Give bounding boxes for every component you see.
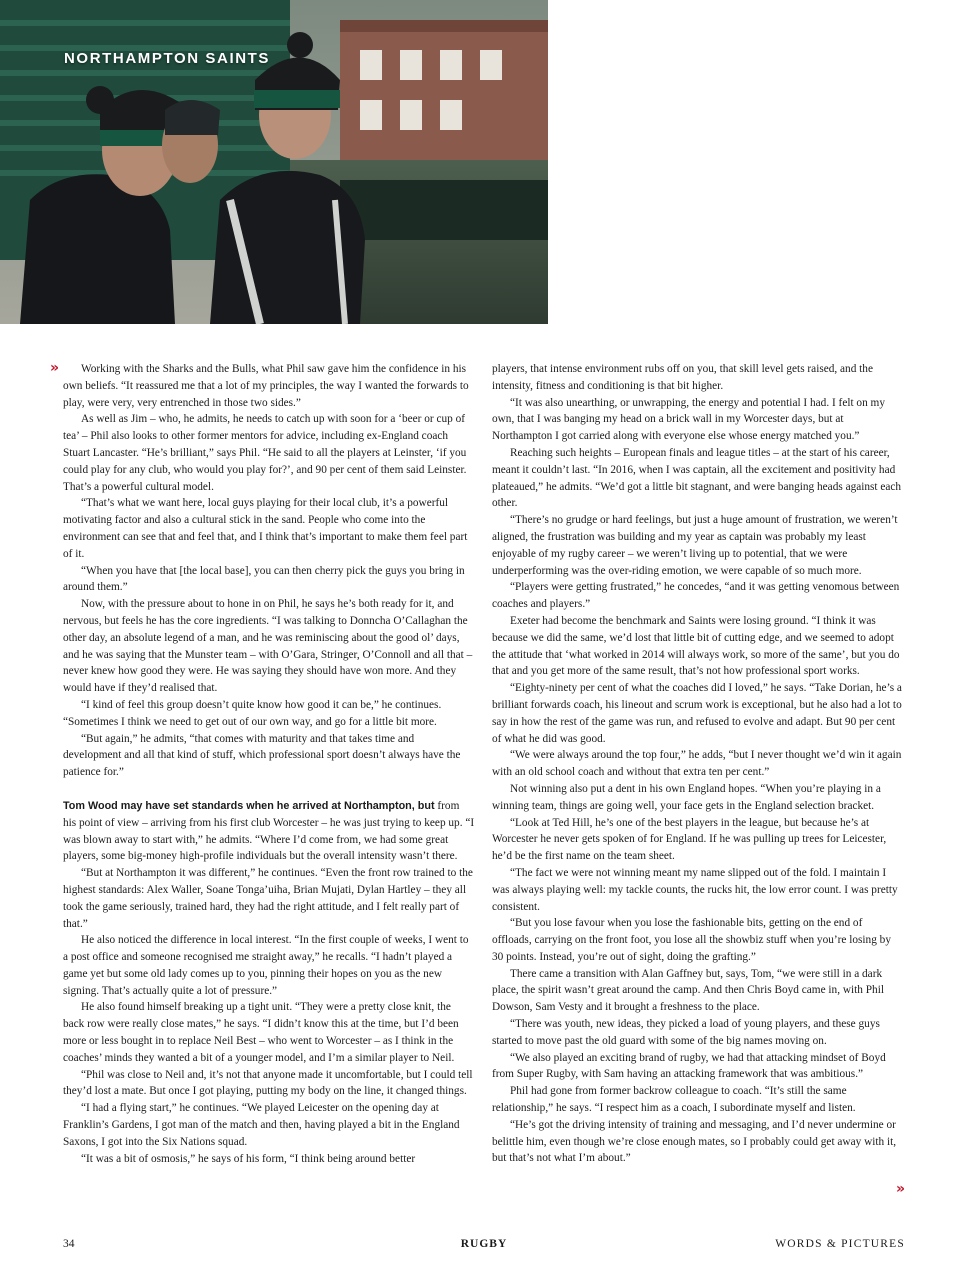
paragraph: “Look at Ted Hill, he’s one of the best players in the league, but because he’s at Worcester he never gets spoken of for England. If he was pulling up trees for Leicester, he’d be the first name on the team sheet. <box>492 816 887 863</box>
coaches-photo-illustration <box>0 0 548 324</box>
paragraph: “It was also unearthing, or unwrapping, the energy and potential I had. I felt on my own, that I was banging my head on a brick wall in my Worcester days, but at Northampton I got carried along with everyone else whose energy matched you.” <box>492 396 885 443</box>
paragraph: “We were always around the top four,” he adds, “but I never thought we’d win it again with an old school coach and without that extra ten per cent.” <box>492 749 902 779</box>
paragraph: “When you have that [the local base], you can then cherry pick the guys you bring in around them.” <box>63 564 465 594</box>
section-spacer <box>63 781 475 798</box>
paragraph: “That’s what we want here, local guys playing for their local club, it’s a powerful motivating factor and also a cultural stick in the sand. People who come into the environment can see that and feel that, and I think that’s important to make them feel part of it. <box>63 497 468 560</box>
article-right-column <box>492 361 904 1167</box>
section-opening <box>63 798 475 865</box>
paragraph: As well as Jim – who, he admits, he needs to catch up with soon for a ‘beer or cup of tea’ – Phil also looks to other former mentors for advice, including ex-England coach Stuart Lancaster. “He’s brilliant,” says Phil. “He said to all the players at Leinster, ‘if you could play for any club, who would you play for?’, and 90 per cent of them said Leinster. That’s a powerful cultural model. <box>63 413 467 493</box>
photo-caption: NORTHAMPTON SAINTS <box>64 50 271 67</box>
paragraph: He also found himself breaking up a tight unit. “They were a pretty close knit, the back row were really close mates,” he says. “I didn’t know this at the time, but I’d been more or less bought in to replace Neil Best – who went to Worcester – as I think in the coaches’ minds they wanted a bit of a younger model, and I’m a similar player to Neil. <box>63 1001 459 1064</box>
paragraph: “I kind of feel this group doesn’t quite know how good it can be,” he continues. “Sometimes I think we need to get out of our own way, and go for a little bit more. <box>63 698 442 728</box>
paragraph: “But you lose favour when you lose the fashionable bits, getting on the end of offloads, carrying on the front foot, you lose all the showbiz stuff when you’re losing by 30 points. Instead, you’re out of sight, doing the grafting.” <box>492 917 891 963</box>
paragraph: Now, with the pressure about to hone in on Phil, he says he’s both ready for it, and nervous, but feels he has the core ingredients. “I was talking to Donncha O’Callaghan the other day, an absolute legend of a man, and he was reminiscing about the good ol’ days, and he was saying that the Munster team – with O’Gara, Stringer, O’Connoll and all that – never knew how good they were. He was saying they should have won more. And they would have if they’d realised that. <box>63 598 473 695</box>
paragraph: He also noticed the difference in local interest. “In the first couple of weeks, I went to a post office and someone recognised me straight away,” he recalls. “I hadn’t played a game yet but some old lady comes up to you, pinning their hopes on you as the new signing. That’s actually quite a lot of pressure.” <box>63 934 469 997</box>
paragraph: “It was a bit of osmosis,” he says of his form, “I think being around better <box>81 1152 416 1165</box>
paragraph: “He’s got the driving intensity of training and messaging, and I’d never undermine or belittle him, even though we’re close enough mates, so I probably could get away with it, but that’s not what I’m about.” <box>492 1118 897 1165</box>
paragraph: “There was youth, new ideas, they picked a load of young players, and these guys started to move past the old guard with some of the big names moving on. <box>492 1018 880 1047</box>
hero-photo <box>0 0 548 324</box>
paragraph: Exeter had become the benchmark and Saints were losing ground. “I think it was because we did the same, we’d lost that little bit of cutting edge, and we seemed to adopt the attitude that ‘what worked in 2014 will always work, so more of the same’, but you do that and you get more of the same result, that’s not how professional sport works. <box>492 614 900 678</box>
paragraph: “I had a flying start,” he continues. “We played Leicester on the opening day at Franklin’s Gardens, I got man of the match and then, having played a bit in the England Saxons, I got into the Six Nations squad. <box>63 1102 460 1148</box>
paragraph: “Players were getting frustrated,” he concedes, “and it was getting venomous between coaches and players.” <box>492 581 900 611</box>
article-left-column <box>50 360 475 1167</box>
subhead: Tom Wood may have set standards when he arrived at Northampton, but <box>63 799 435 812</box>
paragraph: “But again,” he admits, “that comes with maturity and that takes time and development and all that kind of stuff, which professional sport doesn’t always have the patience for.” <box>63 732 461 779</box>
paragraph: players, that intense environment rubs off on you, that skill level gets raised, and the intensity, fitness and conditioning is that bit higher. <box>492 363 873 392</box>
paragraph: Phil had gone from former backrow colleague to coach. “It’s still the same relationship,” he says. “I respect him as a coach, I subordinate myself and listen. <box>492 1085 856 1115</box>
chevron-right-icon: » <box>50 360 60 376</box>
paragraph: “There’s no grudge or hard feelings, but just a huge amount of frustration, we weren’t aligned, the frustration was building and my year as captain was probably my least enjoyable of my rugby career – we weren’t living up to potential, that we were underperforming was the over-riding emotion, we were capable of so much more. <box>492 514 898 577</box>
paragraph: “But at Northampton it was different,” he continues. “Even the front row trained to the highest standards: Alex Waller, Soane Tonga’uiha, Brian Mujati, Dylan Hartley – they all took the game seriously, trained hard, they had the right attitude, and I felt really part of that.” <box>63 867 473 930</box>
paragraph: There came a transition with Alan Gaffney but, says, Tom, “we were still in a dark place, the spirit wasn’t great around the camp. And then Chris Boyd came in, with Phil Dowson, Sam Vesty and it brought a freshness to the place. <box>492 967 884 1014</box>
page-number: 34 <box>63 1238 75 1250</box>
paragraph: “The fact we were not winning meant my name slipped out of the fold. I maintain I was always playing well: my tackle counts, the rucks hit, the low error count. I was pretty consistent. <box>492 866 898 913</box>
paragraph: Not winning also put a dent in his own England hopes. “When you’re playing in a winning team, things are going well, your face gets in the England selection bracket. <box>492 782 881 812</box>
page-footer <box>63 1238 905 1254</box>
paragraph: “Eighty-ninety per cent of what the coaches did I loved,” he says. “Take Dorian, he’s a brilliant forwards coach, his lineout and scrum work is exceptional, but he also had a lot to say in how the rest of the game was run, and refused to evolve and adapt. But 90 per cent of what he did was good. <box>492 682 902 745</box>
paragraph: Reaching such heights – European finals and league titles – at the start of his career, meant it couldn’t last. “In 2016, when I was captain, all the excitement and positivity had plateaued,” he admits. “We’d got a little bit stagnant, and were banging heads against each other. <box>492 446 902 510</box>
subhead-continuation: from his point of view – arriving from his first club Worcester – he was just trying to keep up. “I was blown away to start with,” he admits. “Where I’d come from, we had some great players, some big-money high-profile individuals but the overall intensity wasn’t there. <box>63 799 475 863</box>
magazine-name: RUGBY <box>460 1238 508 1250</box>
paragraph: “We also played an exciting brand of rugby, we had that attacking mindset of Boyd from Super Rugby, with Sam having an attacking framework that was ambitious.” <box>492 1051 886 1081</box>
paragraph: “Phil was close to Neil and, it’s not that anyone made it uncomfortable, but I could tell they’d lost a mate. But once I got playing, putting my body on the line, it changed things. <box>63 1068 473 1098</box>
paragraph: Working with the Sharks and the Bulls, what Phil saw gave him the confidence in his own beliefs. “It reassured me that a lot of my principles, the way I wanted the forwards to play, were very, very entrenched in those two sides.” <box>63 363 469 409</box>
section-name: WORDS & PICTURES <box>775 1238 905 1250</box>
continue-chevron-icon: » <box>896 1181 906 1197</box>
